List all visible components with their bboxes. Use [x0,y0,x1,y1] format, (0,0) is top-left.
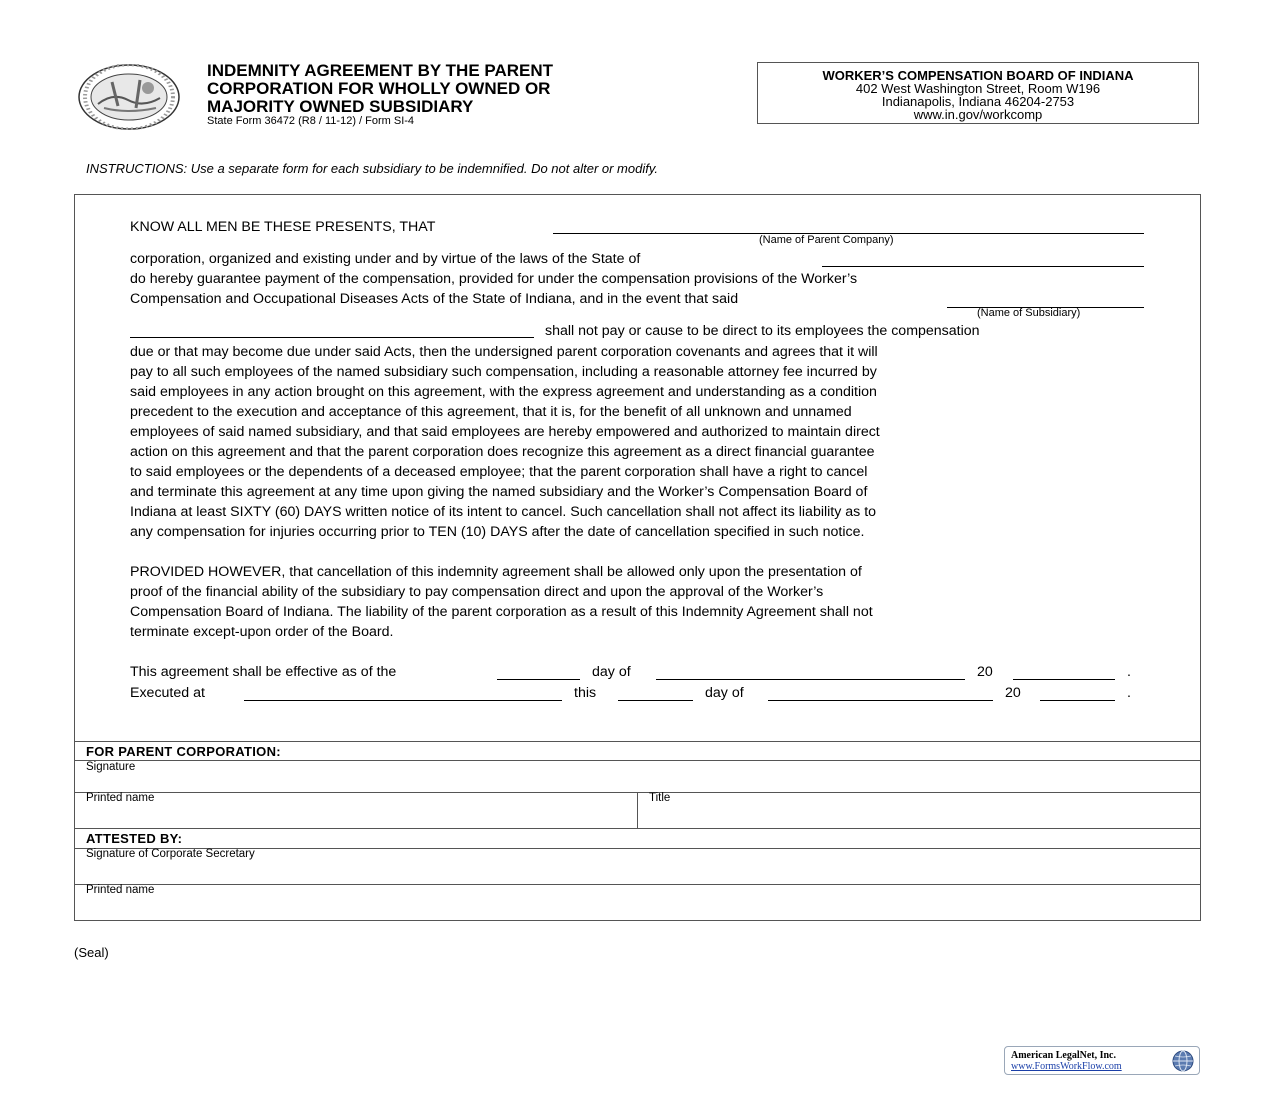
acts-line-text: Compensation and Occupational Diseases Acts of the State of Indiana, and in the event that said [130,291,739,307]
vendor-logo [1004,1046,1200,1075]
executed-day-of-text: day of [705,685,744,701]
secretary-printed-name-field[interactable] [75,885,1200,920]
secretary-printed-name-label: Printed name [86,884,155,896]
shall-not-pay-text: shall not pay or cause to be direct to its employees the compensation [545,323,980,339]
effective-day-of-text: day of [592,664,631,680]
seal-label: (Seal) [74,945,109,960]
executed-location-field[interactable] [244,700,562,701]
printed-name-label: Printed name [86,792,155,804]
paragraph2-line: PROVIDED HOWEVER, that cancellation of this indemnity agreement shall be allowed only upon the presentation of [130,564,862,580]
paragraph1-line: any compensation for injuries occurring prior to TEN (10) DAYS after the date of cancellation specified in such notice. [130,524,865,540]
guarantee-line-text: do hereby guarantee payment of the compensation, provided for under the compensation provisions of the Worker’s [130,271,858,287]
title-line-2: CORPORATION FOR WHOLLY OWNED OR [207,79,551,98]
paragraph1-line: and terminate this agreement at any time upon giving the named subsidiary and the Worker’s Compensation Board of [130,484,868,500]
paragraph2-line: Compensation Board of Indiana. The liability of the parent corporation as a result of this Indemnity Agreement shall not [130,604,873,620]
executed-at-text: Executed at [130,685,205,701]
effective-day-field[interactable] [497,679,580,680]
logo-company: American LegalNet, Inc. [1011,1050,1116,1061]
board-name: WORKER’S COMPENSATION BOARD OF INDIANA [822,68,1134,83]
secretary-signature-field[interactable] [75,849,1200,884]
paragraph1-line: precedent to the execution and acceptance of this agreement, that it is, for the benefit of all unknown and unnamed [130,404,852,420]
executed-year-field[interactable] [1040,700,1115,701]
paragraph1-line: to said employees or the dependents of a deceased employee; that the parent corporation shall have a right to cancel [130,464,868,480]
parent-company-caption: (Name of Parent Company) [759,234,894,246]
paragraph1-line: pay to all such employees of the named subsidiary such compensation, including a reasonable attorney fee incurred by [130,364,877,380]
board-website: www.in.gov/workcomp [913,107,1043,122]
attested-by-heading: ATTESTED BY: [86,831,183,846]
effective-year-field[interactable] [1013,679,1115,680]
paragraph1-line: employees of said named subsidiary, and that said employees are hereby empowered and authorized to maintain direct [130,424,880,440]
board-info-box [757,62,1199,124]
parent-title-field[interactable] [638,793,1200,828]
form-number: State Form 36472 (R8 / 11-12) / Form SI-4 [207,115,415,127]
state-seal-icon [78,64,180,130]
section-divider [74,828,1201,829]
instructions: INSTRUCTIONS: Use a separate form for each subsidiary to be indemnified. Do not alter or modify. [86,161,658,176]
globe-icon [1171,1049,1195,1073]
paragraph2-line: terminate except-upon order of the Board. [130,624,394,640]
paragraph2-line: proof of the financial ability of the subsidiary to pay compensation direct and upon the approval of the Worker’s [130,584,824,600]
state-of-incorporation-field[interactable] [822,266,1144,267]
paragraph1-line: said employees in any action brought on this agreement, with the express agreement and understanding as a condition [130,384,877,400]
board-address-line-1: 402 West Washington Street, Room W196 [855,81,1101,96]
effective-period: . [1127,664,1131,680]
state-line-text: corporation, organized and existing under and by virtue of the laws of the State of [130,251,641,267]
executed-month-field[interactable] [768,700,993,701]
form-title [207,62,553,116]
parent-signature-field[interactable] [75,761,1200,792]
paragraph1-line: Indiana at least SIXTY (60) DAYS written notice of its intent to cancel. Such cancellation shall not affect its liability as to [130,504,877,520]
effective-year-prefix: 20 [977,664,993,680]
effective-month-field[interactable] [656,679,965,680]
intro-text: KNOW ALL MEN BE THESE PRESENTS, THAT [130,219,436,235]
executed-year-prefix: 20 [1005,685,1021,701]
paragraph1-line: action on this agreement and that the parent corporation does recognize this agreement as a direct financial guarantee [130,444,875,460]
executed-this-text: this [574,685,597,701]
title-line-1: INDEMNITY AGREEMENT BY THE PARENT [207,61,554,80]
paragraph1-line: due or that may become due under said Acts, then the undersigned parent corporation covenants and agrees that it will [130,344,878,360]
board-address-line-2: Indianapolis, Indiana 46204-2753 [881,94,1075,109]
parent-corporation-heading: FOR PARENT CORPORATION: [86,744,281,759]
logo-url-link[interactable]: www.FormsWorkFlow.com [1011,1061,1122,1072]
signature-label: Signature [86,761,136,773]
subsidiary-name-field[interactable] [130,337,534,338]
secretary-signature-label: Signature of Corporate Secretary [86,848,255,860]
executed-period: . [1127,685,1131,701]
effective-date-text: This agreement shall be effective as of the [130,664,397,680]
executed-day-field[interactable] [618,700,693,701]
parent-printed-name-field[interactable] [75,793,637,828]
title-label: Title [649,792,671,804]
subsidiary-caption: (Name of Subsidiary) [977,307,1081,319]
title-line-3: MAJORITY OWNED SUBSIDIARY [207,97,474,116]
section-divider [74,741,1201,742]
